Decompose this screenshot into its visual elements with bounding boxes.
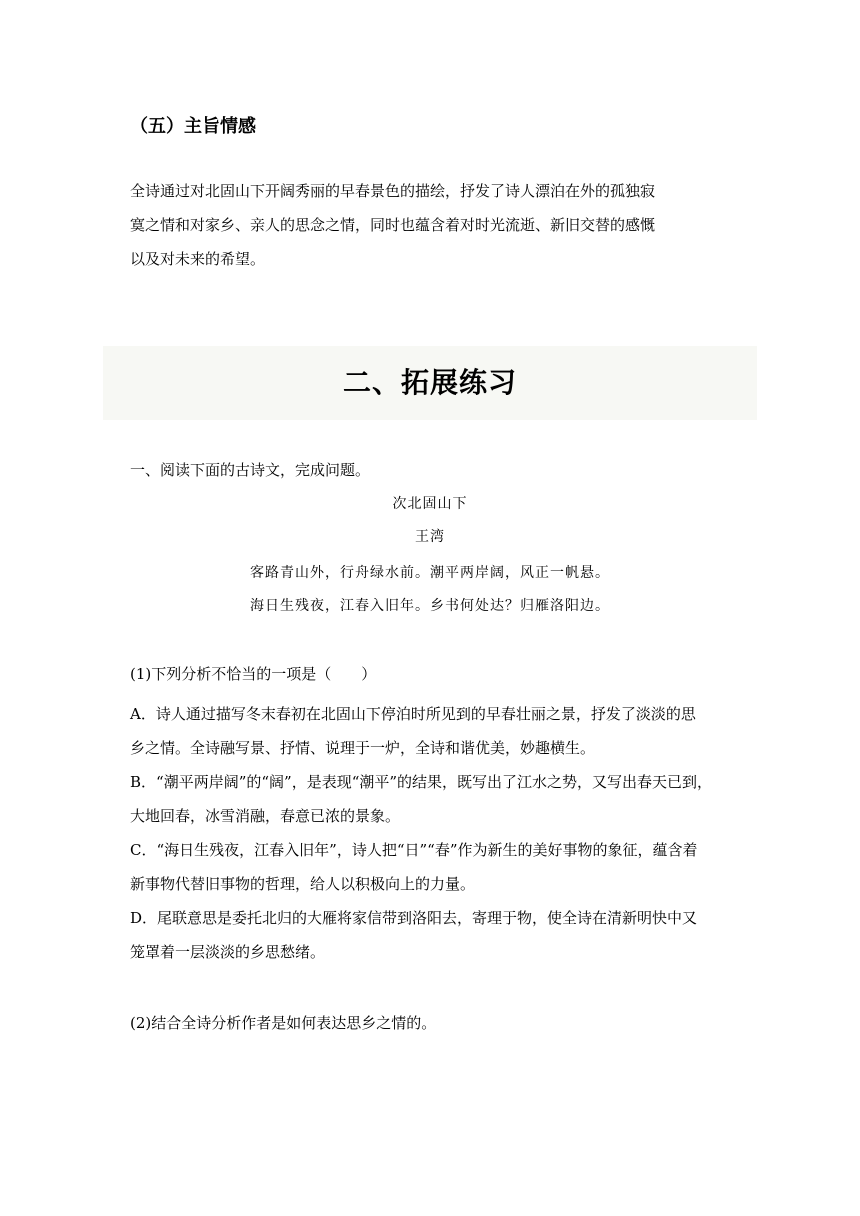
summary-line: 全诗通过对北固山下开阔秀丽的早春景色的描绘，抒发了诗人漂泊在外的孤独寂	[130, 182, 656, 200]
summary-line: 以及对未来的希望。	[130, 250, 266, 268]
question-2-prompt: (2)结合全诗分析作者是如何表达思乡之情的。	[130, 1014, 437, 1032]
section-banner	[103, 346, 757, 420]
option-line: B．“潮平两岸阔”的“阔”，是表现“潮平”的结果，既写出了江水之势，又写出春天已到，	[130, 773, 713, 791]
option-line: D．尾联意思是委托北归的大雁将家信带到洛阳去，寄理于物，使全诗在清新明快中又	[130, 909, 698, 927]
section-heading: （五）主旨情感	[130, 116, 256, 137]
question-1-prompt: (1)下列分析不恰当的一项是（ ）	[130, 665, 377, 683]
option-line: 笼罩着一层淡淡的乡思愁绪。	[130, 943, 326, 961]
option-line: A．诗人通过描写冬末春初在北固山下停泊时所见到的早春壮丽之景，抒发了淡淡的思	[130, 705, 696, 723]
poem-title: 次北固山下	[392, 496, 468, 512]
theme-summary	[130, 174, 740, 276]
question-1-options	[130, 697, 785, 969]
option-line: C．“海日生残夜，江春入旧年”，诗人把“日”“春”作为新生的美好事物的象征，蕴含着	[130, 841, 698, 859]
option-line: 大地回春，冰雪消融，春意已浓的景象。	[130, 807, 401, 825]
banner-title: 二、拓展练习	[342, 366, 517, 399]
poem-author: 王湾	[415, 529, 445, 545]
option-line: 乡之情。全诗融写景、抒情、说理于一炉，全诗和谐优美，妙趣横生。	[130, 739, 596, 757]
option-line: 新事物代替旧事物的哲理，给人以积极向上的力量。	[130, 875, 476, 893]
poem-line: 海日生残夜，江春入旧年。乡书何处达？归雁洛阳边。	[250, 598, 610, 614]
exercise-intro: 一、阅读下面的古诗文，完成问题。	[130, 461, 371, 479]
poem-line: 客路青山外，行舟绿水前。潮平两岸阔，风正一帆悬。	[250, 565, 610, 581]
summary-line: 寞之情和对家乡、亲人的思念之情，同时也蕴含着对时光流逝、新旧交替的感慨	[130, 216, 656, 234]
